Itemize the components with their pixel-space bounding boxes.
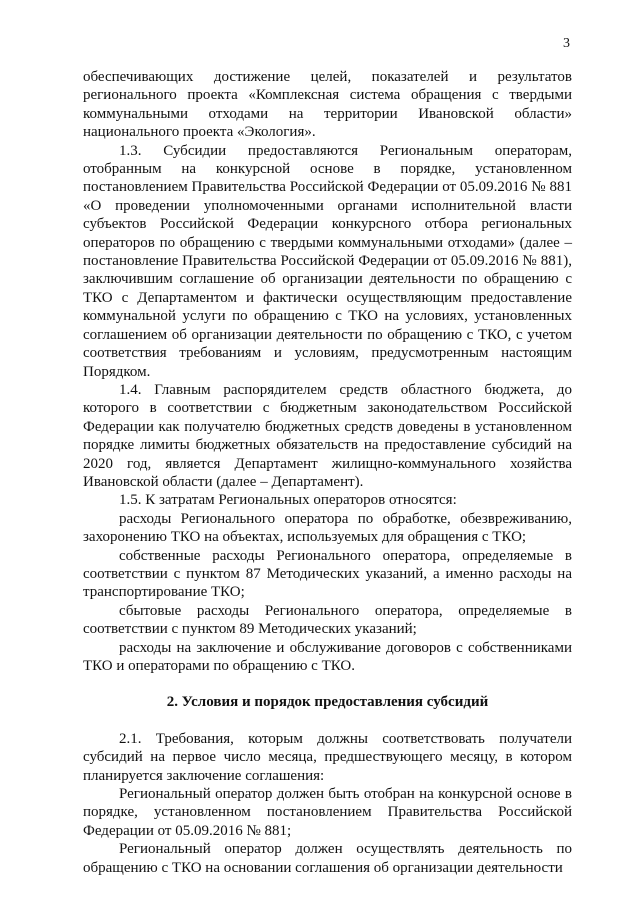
paragraph-1-3: 1.3. Субсидии предоставляются Региональным операторам, отобранным на конкурсной основе в порядке, установленном постановлением Правительства Российской Федерации от 05.09.2016 № 881 «О проведении уполномоченными органами исполнительной власти субъектов Российской Федерации конкурсного отбора региональных операторов по обращению с твердыми коммунальными отходами» (далее – постановление Правительства Российской Федерации от 05.09.2016 № 881), заключившим соглашение об организации деятельности по обращению с ТКО с Департаментом и фактически осуществляющим предоставление коммунальной услуги по обращению с ТКО на условиях, установленных соглашением об организации деятельности по обращению с ТКО, с учетом соответствия требованиям и условиям, предусмотренным настоящим Порядком. xyxy=(83,142,572,380)
paragraph-requirement-selection: Региональный оператор должен быть отобран на конкурсной основе в порядке, установленном постановлением Правительства Российской Федерации от 05.09.2016 № 881; xyxy=(83,786,572,839)
paragraph-expense-processing: расходы Регионального оператора по обработке, обезвреживанию, захоронению ТКО на объектах, используемых для обращения с ТКО; xyxy=(83,510,572,546)
paragraph-2-1: 2.1. Требования, которым должны соответствовать получатели субсидий на первое число месяца, предшествующего месяцу, в котором планируется заключение соглашения: xyxy=(83,730,572,784)
paragraph-expense-sales: сбытовые расходы Регионального оператора, определяемые в соответствии с пунктом 89 Методических указаний; xyxy=(83,602,572,638)
paragraph-project-goals: обеспечивающих достижение целей, показателей и результатов регионального проекта «Комплексная система обращения с твердыми коммунальными отходами на территории Ивановской области» национального проекта «Экология». xyxy=(83,69,572,141)
paragraphs-after xyxy=(83,730,572,877)
paragraph-expense-own: собственные расходы Регионального оператора, определяемые в соответствии с пунктом 87 Методических указаний, а именно расходы на транспортирование ТКО; xyxy=(83,547,572,601)
paragraph-requirement-activity: Региональный оператор должен осуществлять деятельность по обращению с ТКО на основании соглашения об организации деятельности xyxy=(83,841,572,876)
document-body xyxy=(83,68,572,877)
paragraph-1-4: 1.4. Главным распорядителем средств областного бюджета, до которого в соответствии с бюджетным законодательством Российской Федерации как получателю бюджетных средств доведены в установленном порядке лимиты бюджетных обязательств на предоставление субсидий на 2020 год, является Департамент жилищно-коммунального хозяйства Ивановской области (далее – Департамент). xyxy=(83,381,572,490)
section-heading: 2. Условия и порядок предоставления субсидий xyxy=(166,694,489,711)
paragraphs-before xyxy=(83,68,572,675)
paragraph-1-5: 1.5. К затратам Региональных операторов относятся: xyxy=(119,492,457,509)
page-number: 3 xyxy=(563,36,570,51)
paragraph-expense-contracts: расходы на заключение и обслуживание договоров с собственниками ТКО и операторами по обращению с ТКО. xyxy=(83,639,572,674)
